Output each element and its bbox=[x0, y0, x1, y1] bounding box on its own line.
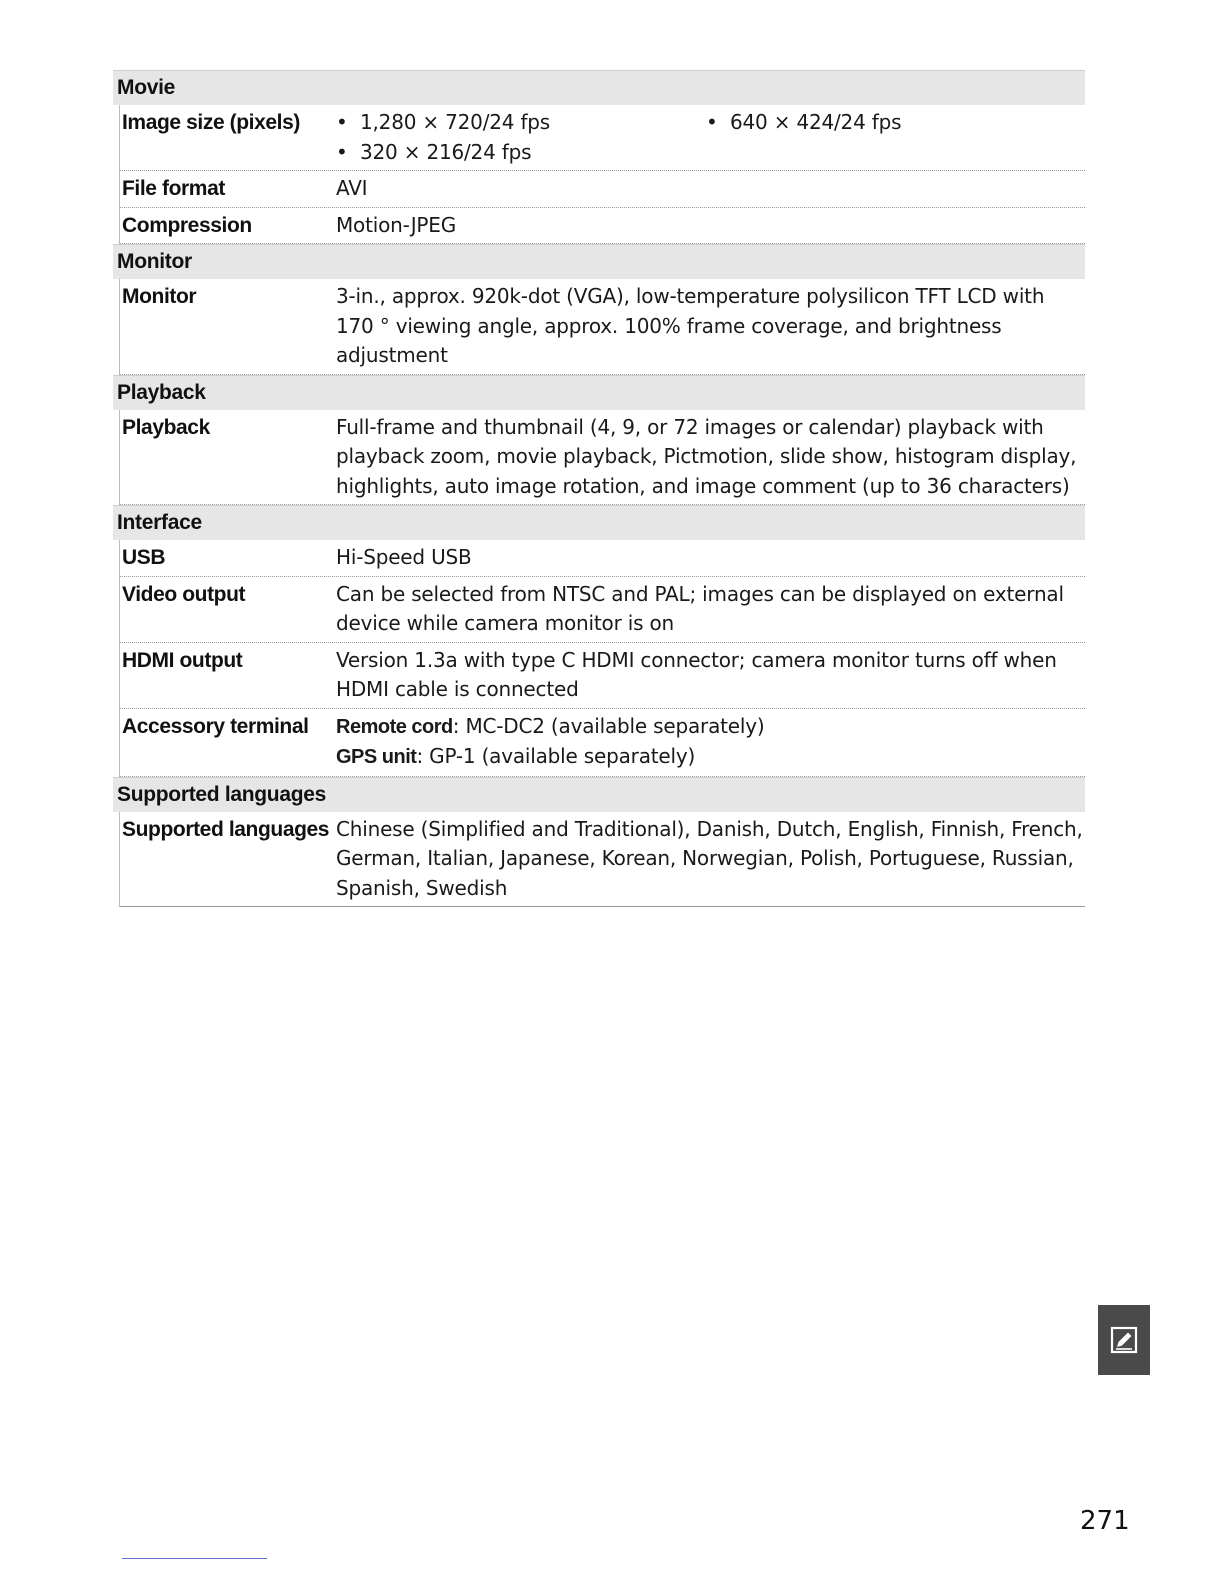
remote-cord-label: Remote cord bbox=[336, 715, 453, 738]
notes-pencil-icon bbox=[1098, 1305, 1150, 1375]
section-header-interface: Interface bbox=[113, 505, 1085, 540]
gps-unit-value: : GP-1 (available separately) bbox=[416, 744, 696, 768]
value-accessory-terminal bbox=[336, 709, 1085, 776]
label-file-format: File format bbox=[122, 177, 225, 200]
value-hdmi-output: Version 1.3a with type C HDMI connector; camera monitor turns off when HDMI cable is connected bbox=[336, 647, 1057, 701]
row-compression bbox=[119, 208, 1085, 245]
row-accessory-terminal bbox=[119, 709, 1085, 777]
row-playback bbox=[119, 410, 1085, 506]
notes-pencil-glyph bbox=[1109, 1325, 1139, 1355]
value-playback: Full-frame and thumbnail (4, 9, or 72 images or calendar) playback with playback zoom, movie playback, Pictmotion, slide show, histogram display, highlights, auto image rotation, and image comment (up to 36 characters) bbox=[336, 414, 1077, 498]
label-compression: Compression bbox=[122, 213, 252, 237]
label-monitor: Monitor bbox=[122, 285, 197, 308]
row-usb bbox=[119, 540, 1085, 577]
label-video-output: Video output bbox=[122, 582, 246, 606]
value-file-format: AVI bbox=[336, 176, 368, 200]
spec-table bbox=[113, 70, 1085, 907]
label-image-size: Image size (pixels) bbox=[122, 111, 300, 134]
footer-rule bbox=[122, 1558, 267, 1559]
row-supported-languages bbox=[119, 812, 1085, 908]
value-video-output: Can be selected from NTSC and PAL; images can be displayed on external device while camera monitor is on bbox=[336, 581, 1064, 635]
section-header-playback: Playback bbox=[113, 375, 1085, 410]
value-supported-languages: Chinese (Simplified and Traditional), Danish, Dutch, English, Finnish, French, German, Italian, Japanese, Korean, Norwegian, Polish, Portuguese, Russian, Spanish, Swedish bbox=[336, 816, 1083, 900]
section-header-movie: Movie bbox=[113, 70, 1085, 105]
label-accessory-terminal: Accessory terminal bbox=[122, 714, 309, 738]
remote-cord-value: : MC-DC2 (available separately) bbox=[452, 713, 765, 738]
value-image-size bbox=[336, 105, 1085, 170]
row-hdmi-output bbox=[119, 643, 1085, 709]
accessory-gps-line bbox=[336, 742, 1085, 773]
bullet-item: • 640 × 424/24 fps bbox=[706, 108, 1085, 138]
section-header-languages: Supported languages bbox=[113, 777, 1085, 812]
label-playback: Playback bbox=[122, 415, 210, 439]
label-supported-languages: Supported languages bbox=[122, 817, 330, 841]
label-usb: USB bbox=[122, 546, 166, 569]
row-image-size bbox=[119, 105, 1085, 171]
row-video-output bbox=[119, 577, 1085, 643]
gps-unit-label: GPS unit bbox=[336, 746, 417, 768]
label-hdmi-output: HDMI output bbox=[122, 648, 243, 672]
bullet-item: • 320 × 216/24 fps bbox=[336, 138, 706, 168]
page-number: 271 bbox=[1080, 1506, 1130, 1536]
value-usb: Hi-Speed USB bbox=[336, 545, 472, 569]
accessory-remote-line bbox=[336, 712, 1085, 743]
section-header-monitor: Monitor bbox=[113, 244, 1085, 279]
value-compression: Motion-JPEG bbox=[336, 212, 457, 237]
bullet-item: • 1,280 × 720/24 fps bbox=[336, 108, 706, 138]
row-file-format bbox=[119, 171, 1085, 208]
value-monitor: 3-in., approx. 920k-dot (VGA), low-temperature polysilicon TFT LCD with 170 ° viewing angle, approx. 100% frame coverage, and brightness adjustment bbox=[336, 284, 1045, 367]
row-monitor bbox=[119, 279, 1085, 375]
